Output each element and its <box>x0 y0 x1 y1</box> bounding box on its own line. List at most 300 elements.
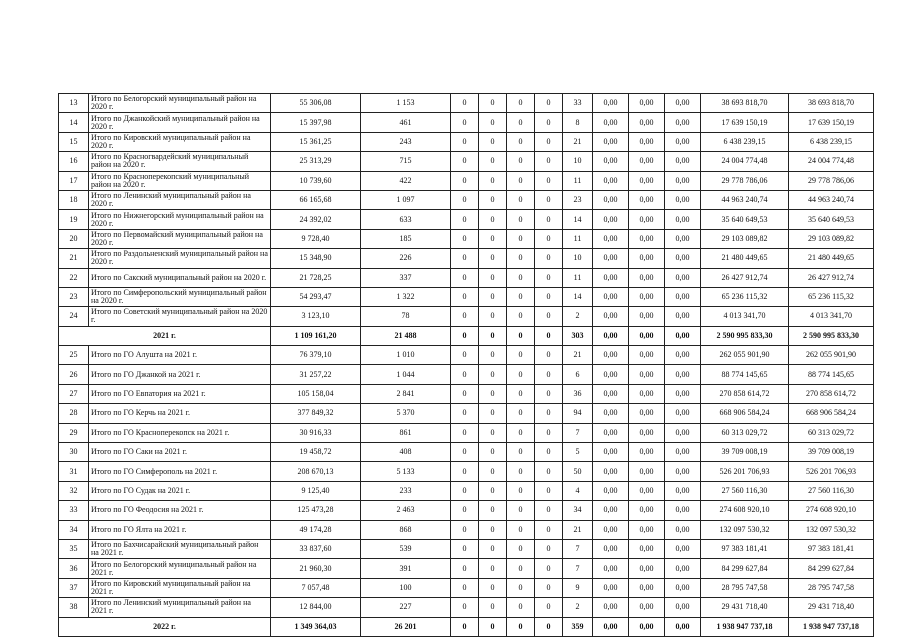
col-9: 0,00 <box>629 423 665 442</box>
count-value: 633 <box>361 210 451 229</box>
col-10: 0,00 <box>665 190 701 209</box>
total-cost-value: 84 299 627,84 <box>789 559 874 578</box>
area-value: 19 458,72 <box>271 443 361 462</box>
area-value: 125 473,28 <box>271 501 361 520</box>
col-8: 0,00 <box>593 113 629 132</box>
col-3: 0 <box>451 559 479 578</box>
row-name: Итого по ГО Симферополь на 2021 г. <box>89 462 271 481</box>
cost-value: 24 004 774,48 <box>701 152 789 171</box>
cost-value: 44 963 240,74 <box>701 190 789 209</box>
row-number: 20 <box>59 229 89 248</box>
total-cost-value: 4 013 341,70 <box>789 307 874 326</box>
col-10: 0,00 <box>665 94 701 113</box>
col-8: 0,00 <box>593 365 629 384</box>
col-9: 0,00 <box>629 287 665 306</box>
cost-value: 60 313 029,72 <box>701 423 789 442</box>
col-4: 0 <box>479 481 507 500</box>
total-row <box>59 617 874 636</box>
col-5: 0 <box>507 384 535 403</box>
count-value: 408 <box>361 443 451 462</box>
col-5: 0 <box>507 520 535 539</box>
row-name: Итого по ГО Саки на 2021 г. <box>89 443 271 462</box>
col-3: 0 <box>451 578 479 597</box>
col-9: 0,00 <box>629 268 665 287</box>
col-8: 0,00 <box>593 443 629 462</box>
row-number: 34 <box>59 520 89 539</box>
col-7: 11 <box>563 171 593 190</box>
row-number: 18 <box>59 190 89 209</box>
col-6: 0 <box>535 578 563 597</box>
col-10: 0,00 <box>665 578 701 597</box>
count-value: 422 <box>361 171 451 190</box>
count-value: 861 <box>361 423 451 442</box>
cost-value: 270 858 614,72 <box>701 384 789 403</box>
row-name: Итого по Раздольненский муниципальный район на 2020 г. <box>89 249 271 268</box>
col-4: 0 <box>479 443 507 462</box>
col-3: 0 <box>451 113 479 132</box>
area-value: 21 728,25 <box>271 268 361 287</box>
col-10: 0,00 <box>665 520 701 539</box>
col-3: 0 <box>451 539 479 558</box>
col-4: 0 <box>479 578 507 597</box>
area-value: 55 306,08 <box>271 94 361 113</box>
col-4: 0 <box>479 423 507 442</box>
col-6: 0 <box>535 365 563 384</box>
row-name: Итого по Симферопольский муниципальный район на 2020 г. <box>89 287 271 306</box>
col-4: 0 <box>479 268 507 287</box>
table-row <box>59 423 874 442</box>
col-10: 0,00 <box>665 501 701 520</box>
col-7: 8 <box>563 113 593 132</box>
count-value: 391 <box>361 559 451 578</box>
col-7: 9 <box>563 578 593 597</box>
row-number: 24 <box>59 307 89 326</box>
col-6: 0 <box>535 326 563 345</box>
table-row <box>59 190 874 209</box>
count-value: 243 <box>361 132 451 151</box>
col-9: 0,00 <box>629 132 665 151</box>
col-5: 0 <box>507 559 535 578</box>
col-3: 0 <box>451 326 479 345</box>
col-9: 0,00 <box>629 443 665 462</box>
col-6: 0 <box>535 443 563 462</box>
col-10: 0,00 <box>665 539 701 558</box>
col-4: 0 <box>479 132 507 151</box>
col-9: 0,00 <box>629 307 665 326</box>
col-9: 0,00 <box>629 520 665 539</box>
col-5: 0 <box>507 229 535 248</box>
count-value: 337 <box>361 268 451 287</box>
cost-value: 35 640 649,53 <box>701 210 789 229</box>
col-6: 0 <box>535 598 563 617</box>
row-name: Итого по ГО Алушта на 2021 г. <box>89 346 271 365</box>
table-row <box>59 229 874 248</box>
col-5: 0 <box>507 404 535 423</box>
count-value: 5 133 <box>361 462 451 481</box>
area-value: 1 109 161,20 <box>271 326 361 345</box>
table-row <box>59 443 874 462</box>
col-3: 0 <box>451 520 479 539</box>
total-label: 2021 г. <box>59 326 271 345</box>
col-10: 0,00 <box>665 113 701 132</box>
col-10: 0,00 <box>665 404 701 423</box>
area-value: 12 844,00 <box>271 598 361 617</box>
col-8: 0,00 <box>593 539 629 558</box>
area-value: 33 837,60 <box>271 539 361 558</box>
count-value: 5 370 <box>361 404 451 423</box>
cost-value: 65 236 115,32 <box>701 287 789 306</box>
count-value: 461 <box>361 113 451 132</box>
cost-value: 21 480 449,65 <box>701 249 789 268</box>
col-4: 0 <box>479 598 507 617</box>
col-4: 0 <box>479 210 507 229</box>
area-value: 31 257,22 <box>271 365 361 384</box>
cost-value: 4 013 341,70 <box>701 307 789 326</box>
col-5: 0 <box>507 132 535 151</box>
total-cost-value: 132 097 530,32 <box>789 520 874 539</box>
col-5: 0 <box>507 462 535 481</box>
col-10: 0,00 <box>665 326 701 345</box>
col-8: 0,00 <box>593 152 629 171</box>
col-9: 0,00 <box>629 578 665 597</box>
col-9: 0,00 <box>629 598 665 617</box>
col-5: 0 <box>507 423 535 442</box>
row-number: 22 <box>59 268 89 287</box>
col-9: 0,00 <box>629 113 665 132</box>
row-number: 30 <box>59 443 89 462</box>
col-10: 0,00 <box>665 229 701 248</box>
col-10: 0,00 <box>665 617 701 636</box>
col-7: 11 <box>563 229 593 248</box>
col-7: 7 <box>563 539 593 558</box>
total-cost-value: 39 709 008,19 <box>789 443 874 462</box>
col-6: 0 <box>535 501 563 520</box>
col-3: 0 <box>451 617 479 636</box>
area-value: 9 125,40 <box>271 481 361 500</box>
count-value: 78 <box>361 307 451 326</box>
col-3: 0 <box>451 229 479 248</box>
total-cost-value: 29 103 089,82 <box>789 229 874 248</box>
total-row <box>59 326 874 345</box>
col-8: 0,00 <box>593 404 629 423</box>
col-7: 23 <box>563 190 593 209</box>
total-cost-value: 2 590 995 833,30 <box>789 326 874 345</box>
col-3: 0 <box>451 443 479 462</box>
col-4: 0 <box>479 462 507 481</box>
row-number: 23 <box>59 287 89 306</box>
total-cost-value: 274 608 920,10 <box>789 501 874 520</box>
col-7: 7 <box>563 423 593 442</box>
cost-value: 29 103 089,82 <box>701 229 789 248</box>
col-4: 0 <box>479 520 507 539</box>
table-row <box>59 132 874 151</box>
col-5: 0 <box>507 346 535 365</box>
col-8: 0,00 <box>593 287 629 306</box>
col-5: 0 <box>507 210 535 229</box>
count-value: 868 <box>361 520 451 539</box>
table-row <box>59 346 874 365</box>
area-value: 1 349 364,03 <box>271 617 361 636</box>
col-10: 0,00 <box>665 443 701 462</box>
col-9: 0,00 <box>629 501 665 520</box>
area-value: 30 916,33 <box>271 423 361 442</box>
col-3: 0 <box>451 171 479 190</box>
col-8: 0,00 <box>593 210 629 229</box>
count-value: 226 <box>361 249 451 268</box>
col-9: 0,00 <box>629 210 665 229</box>
col-6: 0 <box>535 559 563 578</box>
col-5: 0 <box>507 539 535 558</box>
count-value: 227 <box>361 598 451 617</box>
count-value: 1 097 <box>361 190 451 209</box>
col-7: 36 <box>563 384 593 403</box>
row-number: 32 <box>59 481 89 500</box>
col-7: 10 <box>563 152 593 171</box>
total-cost-value: 29 778 786,06 <box>789 171 874 190</box>
total-cost-value: 24 004 774,48 <box>789 152 874 171</box>
col-6: 0 <box>535 287 563 306</box>
table-row <box>59 171 874 190</box>
col-9: 0,00 <box>629 539 665 558</box>
row-number: 36 <box>59 559 89 578</box>
col-10: 0,00 <box>665 287 701 306</box>
table-row <box>59 268 874 287</box>
total-cost-value: 26 427 912,74 <box>789 268 874 287</box>
col-4: 0 <box>479 307 507 326</box>
total-cost-value: 97 383 181,41 <box>789 539 874 558</box>
total-cost-value: 28 795 747,58 <box>789 578 874 597</box>
cost-value: 6 438 239,15 <box>701 132 789 151</box>
col-3: 0 <box>451 210 479 229</box>
area-value: 21 960,30 <box>271 559 361 578</box>
col-9: 0,00 <box>629 404 665 423</box>
col-6: 0 <box>535 190 563 209</box>
col-6: 0 <box>535 94 563 113</box>
row-number: 16 <box>59 152 89 171</box>
col-9: 0,00 <box>629 326 665 345</box>
col-7: 50 <box>563 462 593 481</box>
col-8: 0,00 <box>593 598 629 617</box>
col-3: 0 <box>451 462 479 481</box>
total-cost-value: 44 963 240,74 <box>789 190 874 209</box>
count-value: 21 488 <box>361 326 451 345</box>
col-3: 0 <box>451 365 479 384</box>
col-9: 0,00 <box>629 190 665 209</box>
col-3: 0 <box>451 94 479 113</box>
col-5: 0 <box>507 268 535 287</box>
col-3: 0 <box>451 287 479 306</box>
total-cost-value: 65 236 115,32 <box>789 287 874 306</box>
row-name: Итого по Белогорский муниципальный район на 2020 г. <box>89 94 271 113</box>
col-7: 5 <box>563 443 593 462</box>
col-10: 0,00 <box>665 365 701 384</box>
table-row <box>59 404 874 423</box>
row-number: 27 <box>59 384 89 403</box>
col-3: 0 <box>451 307 479 326</box>
row-name: Итого по ГО Феодосия на 2021 г. <box>89 501 271 520</box>
table-row <box>59 462 874 481</box>
cost-value: 262 055 901,90 <box>701 346 789 365</box>
area-value: 15 397,98 <box>271 113 361 132</box>
row-number: 38 <box>59 598 89 617</box>
count-value: 2 463 <box>361 501 451 520</box>
col-4: 0 <box>479 94 507 113</box>
area-value: 15 361,25 <box>271 132 361 151</box>
col-6: 0 <box>535 346 563 365</box>
col-5: 0 <box>507 598 535 617</box>
col-6: 0 <box>535 404 563 423</box>
row-number: 14 <box>59 113 89 132</box>
row-name: Итого по Джанкойский муниципальный район на 2020 г. <box>89 113 271 132</box>
table-row <box>59 501 874 520</box>
row-number: 28 <box>59 404 89 423</box>
col-7: 6 <box>563 365 593 384</box>
cost-value: 274 608 920,10 <box>701 501 789 520</box>
total-cost-value: 60 313 029,72 <box>789 423 874 442</box>
col-7: 10 <box>563 249 593 268</box>
area-value: 208 670,13 <box>271 462 361 481</box>
area-value: 66 165,68 <box>271 190 361 209</box>
row-number: 17 <box>59 171 89 190</box>
col-8: 0,00 <box>593 346 629 365</box>
col-10: 0,00 <box>665 384 701 403</box>
col-10: 0,00 <box>665 559 701 578</box>
row-number: 26 <box>59 365 89 384</box>
row-name: Итого по Первомайский муниципальный район на 2020 г. <box>89 229 271 248</box>
total-cost-value: 38 693 818,70 <box>789 94 874 113</box>
col-8: 0,00 <box>593 423 629 442</box>
total-cost-value: 270 858 614,72 <box>789 384 874 403</box>
col-10: 0,00 <box>665 249 701 268</box>
row-name: Итого по ГО Красноперекопск на 2021 г. <box>89 423 271 442</box>
col-5: 0 <box>507 365 535 384</box>
area-value: 76 379,10 <box>271 346 361 365</box>
col-5: 0 <box>507 249 535 268</box>
row-name: Итого по ГО Евпатория на 2021 г. <box>89 384 271 403</box>
total-cost-value: 21 480 449,65 <box>789 249 874 268</box>
col-3: 0 <box>451 598 479 617</box>
col-4: 0 <box>479 287 507 306</box>
area-value: 15 348,90 <box>271 249 361 268</box>
col-10: 0,00 <box>665 171 701 190</box>
count-value: 1 044 <box>361 365 451 384</box>
cost-value: 84 299 627,84 <box>701 559 789 578</box>
table-body <box>59 94 874 637</box>
total-cost-value: 27 560 116,30 <box>789 481 874 500</box>
col-8: 0,00 <box>593 617 629 636</box>
total-cost-value: 526 201 706,93 <box>789 462 874 481</box>
col-3: 0 <box>451 423 479 442</box>
col-7: 34 <box>563 501 593 520</box>
count-value: 1 322 <box>361 287 451 306</box>
table-row <box>59 94 874 113</box>
col-3: 0 <box>451 481 479 500</box>
col-4: 0 <box>479 365 507 384</box>
row-name: Итого по Кировский муниципальный район на 2021 г. <box>89 578 271 597</box>
col-4: 0 <box>479 171 507 190</box>
row-number: 37 <box>59 578 89 597</box>
col-7: 303 <box>563 326 593 345</box>
col-7: 14 <box>563 287 593 306</box>
col-4: 0 <box>479 384 507 403</box>
col-7: 2 <box>563 307 593 326</box>
row-name: Итого по Сакский муниципальный район на 2020 г. <box>89 268 271 287</box>
col-8: 0,00 <box>593 229 629 248</box>
count-value: 2 841 <box>361 384 451 403</box>
table-row <box>59 365 874 384</box>
row-number: 31 <box>59 462 89 481</box>
area-value: 10 739,60 <box>271 171 361 190</box>
count-value: 1 153 <box>361 94 451 113</box>
col-8: 0,00 <box>593 559 629 578</box>
cost-value: 39 709 008,19 <box>701 443 789 462</box>
col-7: 4 <box>563 481 593 500</box>
row-number: 33 <box>59 501 89 520</box>
col-4: 0 <box>479 152 507 171</box>
col-10: 0,00 <box>665 346 701 365</box>
col-3: 0 <box>451 152 479 171</box>
area-value: 7 057,48 <box>271 578 361 597</box>
col-8: 0,00 <box>593 578 629 597</box>
col-10: 0,00 <box>665 423 701 442</box>
total-cost-value: 29 431 718,40 <box>789 598 874 617</box>
col-8: 0,00 <box>593 384 629 403</box>
col-4: 0 <box>479 559 507 578</box>
row-name: Итого по Ленинский муниципальный район на 2021 г. <box>89 598 271 617</box>
row-name: Итого по Красноперекопский муниципальный район на 2020 г. <box>89 171 271 190</box>
col-6: 0 <box>535 249 563 268</box>
cost-value: 88 774 145,65 <box>701 365 789 384</box>
count-value: 539 <box>361 539 451 558</box>
col-10: 0,00 <box>665 132 701 151</box>
col-4: 0 <box>479 229 507 248</box>
col-8: 0,00 <box>593 481 629 500</box>
col-6: 0 <box>535 152 563 171</box>
col-10: 0,00 <box>665 481 701 500</box>
col-6: 0 <box>535 268 563 287</box>
col-7: 33 <box>563 94 593 113</box>
table-row <box>59 539 874 558</box>
col-6: 0 <box>535 307 563 326</box>
row-name: Итого по Красногвардейский муниципальный район на 2020 г. <box>89 152 271 171</box>
table-row <box>59 384 874 403</box>
col-6: 0 <box>535 132 563 151</box>
col-7: 14 <box>563 210 593 229</box>
row-number: 21 <box>59 249 89 268</box>
count-value: 26 201 <box>361 617 451 636</box>
row-number: 13 <box>59 94 89 113</box>
col-9: 0,00 <box>629 346 665 365</box>
total-cost-value: 17 639 150,19 <box>789 113 874 132</box>
area-value: 9 728,40 <box>271 229 361 248</box>
count-value: 1 010 <box>361 346 451 365</box>
table-row <box>59 249 874 268</box>
row-number: 19 <box>59 210 89 229</box>
col-9: 0,00 <box>629 481 665 500</box>
col-6: 0 <box>535 113 563 132</box>
table-row <box>59 113 874 132</box>
row-name: Итого по ГО Джанкой на 2021 г. <box>89 365 271 384</box>
col-5: 0 <box>507 287 535 306</box>
col-7: 7 <box>563 559 593 578</box>
row-number: 29 <box>59 423 89 442</box>
col-10: 0,00 <box>665 268 701 287</box>
col-8: 0,00 <box>593 268 629 287</box>
col-7: 21 <box>563 346 593 365</box>
col-6: 0 <box>535 384 563 403</box>
col-5: 0 <box>507 171 535 190</box>
col-9: 0,00 <box>629 617 665 636</box>
